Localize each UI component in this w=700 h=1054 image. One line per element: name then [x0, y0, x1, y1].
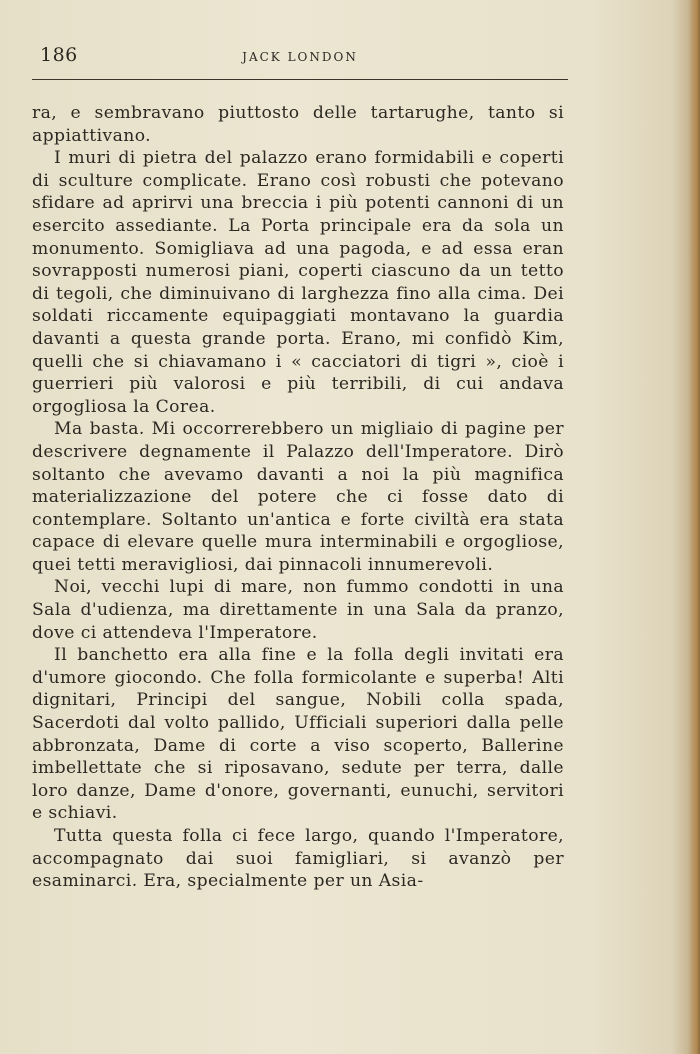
- page-number: 186: [40, 44, 78, 66]
- paragraph: ra, e sembravano piuttosto delle tartarughe, tanto si appiattivano.: [32, 103, 564, 146]
- page-header: [32, 44, 568, 74]
- paragraph: Tutta questa folla ci fece largo, quando l'Imperatore, accompagnato dai suoi famigliari, si avanzò per esaminarci. Era, specialmente per un Asia-: [32, 826, 564, 892]
- paragraph: Ma basta. Mi occorrerebbero un migliaio di pagine per descrivere degnamente il Palazzo dell'Imperatore. Dirò soltanto che avevamo davanti a noi la più magnifica materializzazione del potere che ci fosse dato di contemplare. Soltanto un'antica e forte civiltà era stata capace di elevare quelle mura interminabili e orgogliose, quei tetti meravigliosi, dai pinnacoli innumerevoli.: [32, 419, 564, 575]
- paragraph: Il banchetto era alla fine e la folla degli invitati era d'umore giocondo. Che folla formicolante e superba! Alti dignitari, Principi del sangue, Nobili colla spada, Sacerdoti dal volto pallido, Ufficiali superiori dalla pelle abbronzata, Dame di corte a viso scoperto, Ballerine imbellettate che si riposavano, sedute per terra, dalle loro danze, Dame d'onore, governanti, eunuchi, servitori e schiavi.: [32, 645, 564, 824]
- running-title: JACK LONDON: [242, 50, 358, 64]
- header-rule: [32, 79, 568, 80]
- page-edge-shadow: [688, 0, 700, 1054]
- paragraph: I muri di pietra del palazzo erano formidabili e coperti di sculture complicate. Erano così robusti che potevano sfidare ad aprirvi una breccia i più potenti cannoni di un esercito assediante. La Porta principale era da sola un monumento. Somigliava ad una pagoda, e ad essa eran sovrapposti numerosi piani, coperti ciascuno da un tetto di tegoli, che diminuivano di larghezza fino alla cima. Dei soldati riccamente equipaggiati montavano la guardia davanti a questa grande porta. Erano, mi confidò Kim, quelli che si chiavamano i « cacciatori di tigri », cioè i guerrieri più valorosi e più terribili, di cui andava orgogliosa la Corea.: [32, 148, 564, 417]
- body-text: [32, 102, 564, 893]
- paragraph: Noi, vecchi lupi di mare, non fummo condotti in una Sala d'udienza, ma direttamente in una Sala da pranzo, dove ci attendeva l'Imperatore.: [32, 577, 564, 643]
